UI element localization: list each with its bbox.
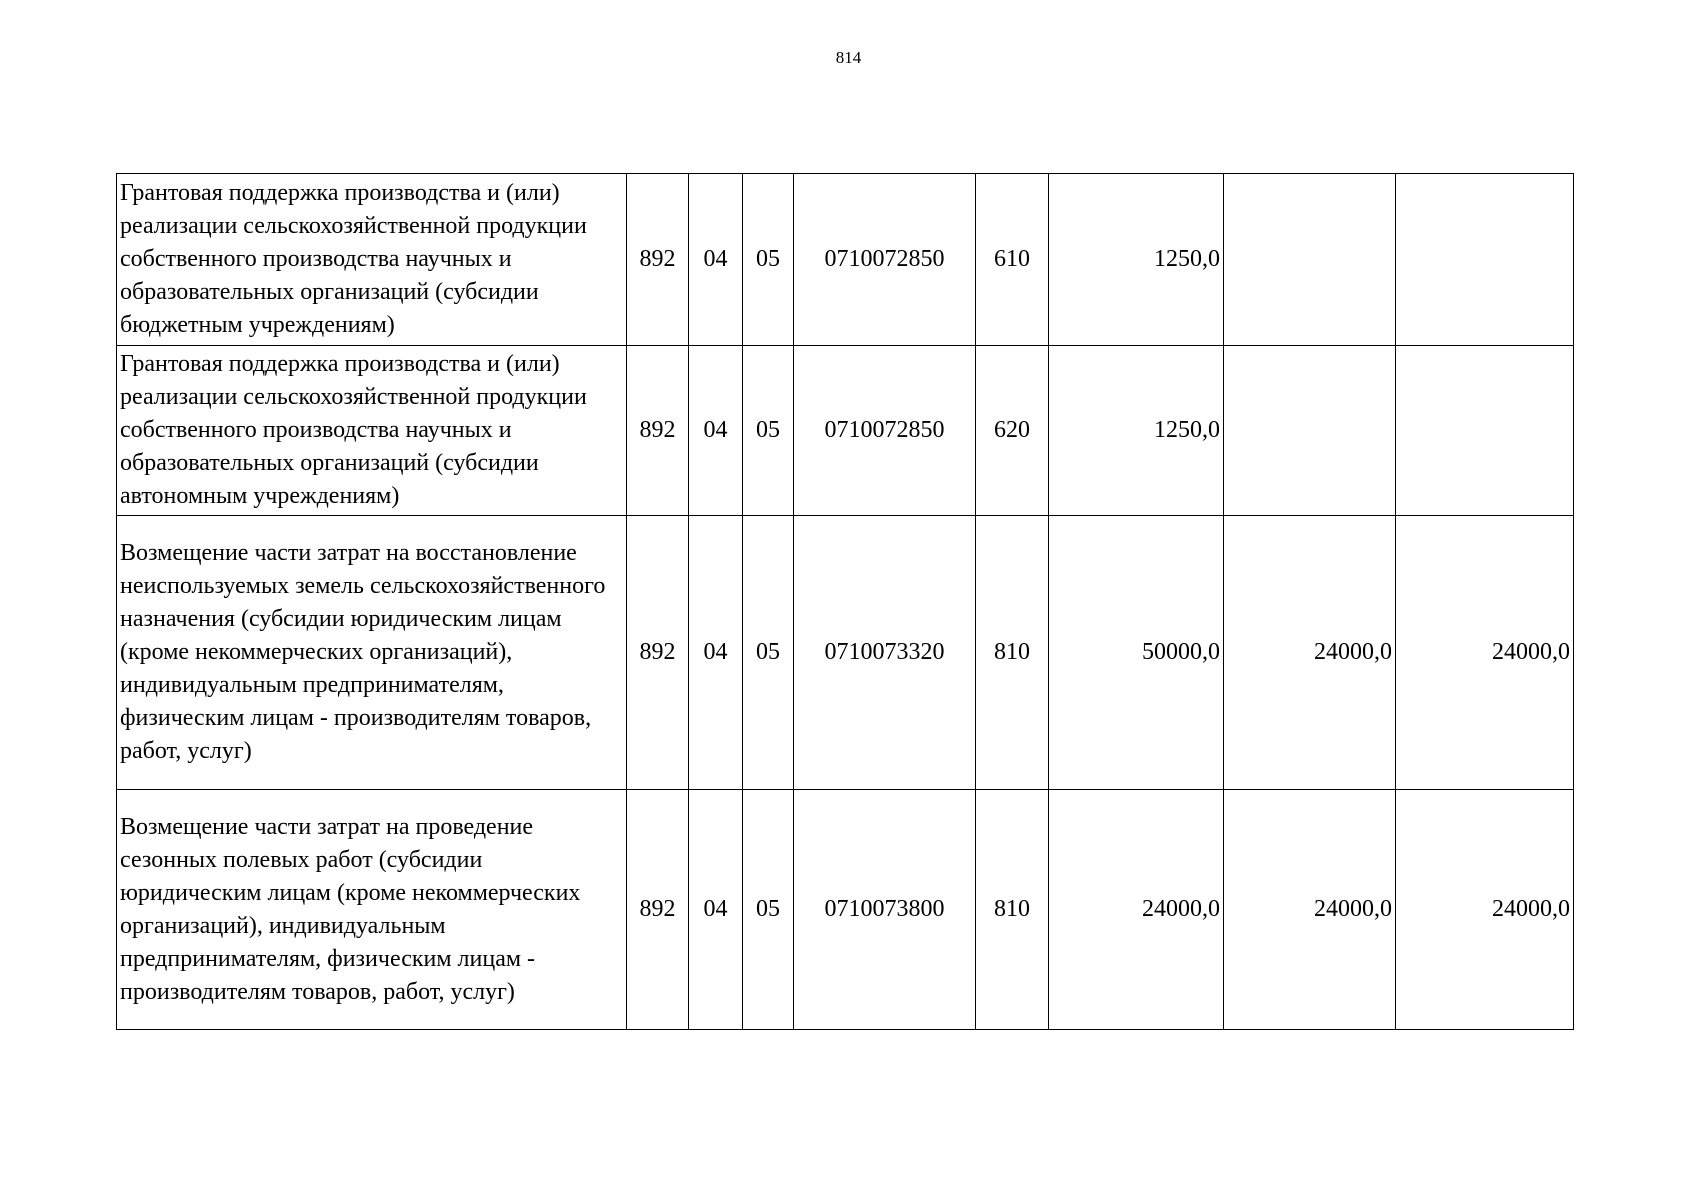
ministry-code: 892 bbox=[627, 346, 689, 516]
ministry-code: 892 bbox=[627, 174, 689, 346]
amount-2 bbox=[1224, 346, 1396, 516]
row-description: Возмещение части затрат на восстановление неиспользуемых земель сельскохозяйственного назначения (субсидии юридическим лицам (кроме некоммерческих организаций), индивидуальным предпринимателям, физическим лицам - производителям товаров, работ, услуг) bbox=[117, 516, 627, 790]
subsection-code: 05 bbox=[743, 346, 794, 516]
amount-2 bbox=[1224, 174, 1396, 346]
expense-type-code: 810 bbox=[976, 790, 1049, 1030]
table-row bbox=[117, 174, 1574, 346]
expense-type-code: 610 bbox=[976, 174, 1049, 346]
ministry-code: 892 bbox=[627, 516, 689, 790]
amount-3 bbox=[1396, 174, 1574, 346]
table-row bbox=[117, 516, 1574, 790]
section-code: 04 bbox=[689, 346, 743, 516]
subsection-code: 05 bbox=[743, 790, 794, 1030]
section-code: 04 bbox=[689, 174, 743, 346]
amount-1: 1250,0 bbox=[1049, 174, 1224, 346]
amount-3 bbox=[1396, 346, 1574, 516]
amount-2: 24000,0 bbox=[1224, 790, 1396, 1030]
subsection-code: 05 bbox=[743, 174, 794, 346]
amount-2: 24000,0 bbox=[1224, 516, 1396, 790]
amount-3: 24000,0 bbox=[1396, 516, 1574, 790]
table-row bbox=[117, 790, 1574, 1030]
expense-type-code: 620 bbox=[976, 346, 1049, 516]
subsection-code: 05 bbox=[743, 516, 794, 790]
page-number: 814 bbox=[835, 48, 862, 67]
section-code: 04 bbox=[689, 790, 743, 1030]
expense-type-code: 810 bbox=[976, 516, 1049, 790]
amount-3: 24000,0 bbox=[1396, 790, 1574, 1030]
budget-table bbox=[116, 173, 1574, 1030]
row-description: Грантовая поддержка производства и (или) реализации сельскохозяйственной продукции собственного производства научных и образовательных организаций (субсидии бюджетным учреждениям) bbox=[117, 174, 627, 346]
row-description: Возмещение части затрат на проведение сезонных полевых работ (субсидии юридическим лицам (кроме некоммерческих организаций), индивидуальным предпринимателям, физическим лицам - производителям товаров, работ, услуг) bbox=[117, 790, 627, 1030]
section-code: 04 bbox=[689, 516, 743, 790]
amount-1: 50000,0 bbox=[1049, 516, 1224, 790]
target-article-code: 0710073800 bbox=[794, 790, 976, 1030]
amount-1: 24000,0 bbox=[1049, 790, 1224, 1030]
target-article-code: 0710072850 bbox=[794, 174, 976, 346]
amount-1: 1250,0 bbox=[1049, 346, 1224, 516]
ministry-code: 892 bbox=[627, 790, 689, 1030]
target-article-code: 0710073320 bbox=[794, 516, 976, 790]
target-article-code: 0710072850 bbox=[794, 346, 976, 516]
row-description: Грантовая поддержка производства и (или) реализации сельскохозяйственной продукции собственного производства научных и образовательных организаций (субсидии автономным учреждениям) bbox=[117, 346, 627, 516]
table-row bbox=[117, 346, 1574, 516]
